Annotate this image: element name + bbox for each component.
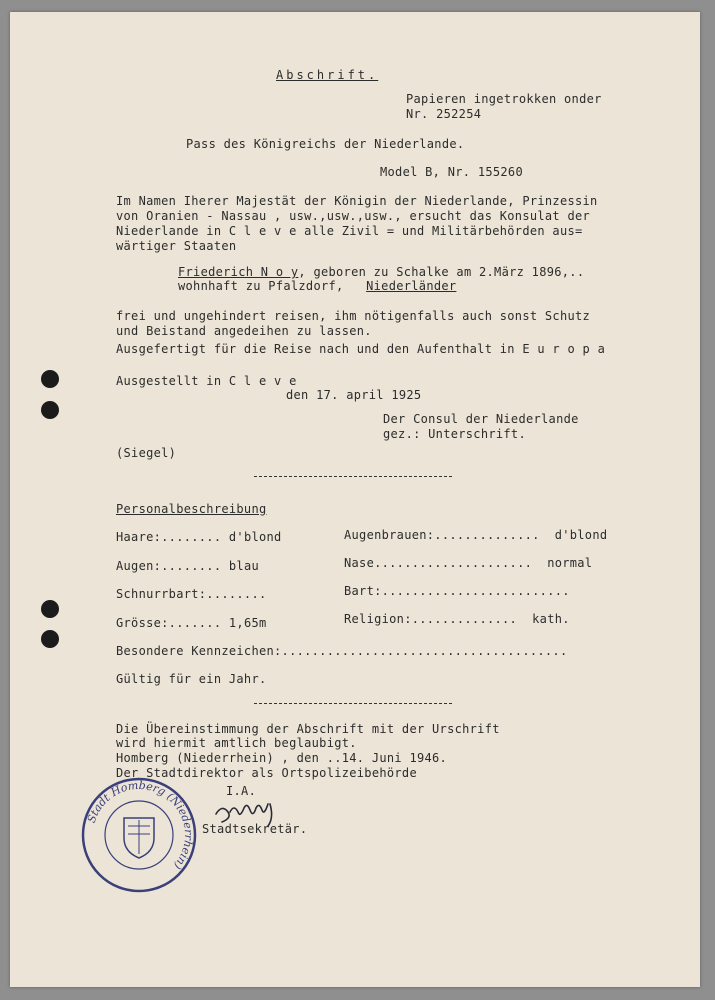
field-value: d'blond — [554, 528, 608, 542]
seal-note: (Siegel) — [116, 446, 177, 460]
holder-residence: wohnhaft zu Pfalzdorf, — [178, 279, 344, 293]
document-title: Abschrift. — [276, 68, 379, 82]
issued-for: Ausgefertigt für die Reise nach und den Aufenthalt in E u r o p a — [116, 342, 606, 356]
note-line-2: Nr. 252254 — [406, 107, 482, 121]
note-line-1: Papieren ingetrokken onder — [406, 92, 602, 106]
pass-heading: Pass des Königreichs der Niederlande. — [186, 137, 465, 151]
field-value: d'blond — [228, 530, 282, 544]
field-label: Augenbrauen:.............. — [344, 528, 540, 542]
request-line: frei und ungehindert reisen, ihm nötigenfalls auch sonst Schutz — [116, 309, 591, 323]
field-value: normal — [547, 556, 593, 570]
field-label: Haare:........ — [116, 530, 222, 544]
field-label: Augen:........ — [116, 559, 222, 573]
stamp-text: Stadt Homberg (Niederrhein) — [84, 778, 196, 872]
separator-rule — [254, 476, 452, 477]
intro-line: wärtiger Staaten — [116, 239, 237, 253]
issued-at: Ausgestellt in C l e v e — [116, 374, 297, 388]
personal-row — [344, 612, 570, 626]
cert-line: Die Übereinstimmung der Abschrift mit der Urschrift — [116, 722, 500, 736]
personal-row — [116, 616, 267, 630]
punch-hole — [41, 600, 59, 618]
field-label: Nase..................... — [344, 556, 533, 570]
validity: Gültig für ein Jahr. — [116, 672, 267, 686]
cert-line: wird hiermit amtlich beglaubigt. — [116, 736, 357, 750]
intro-line: Niederlande in C l e v e alle Zivil = und Militärbehörden aus= — [116, 224, 583, 238]
field-label: Grösse:....... — [116, 616, 222, 630]
intro-line: Im Namen Iherer Majestät der Königin der Niederlande, Prinzessin — [116, 194, 598, 208]
cert-line: Der Stadtdirektor als Ortspolizeibehörde — [116, 766, 417, 780]
field-label: Bart:......................... — [344, 584, 570, 598]
holder-residence-line — [178, 279, 456, 293]
cert-ia: I.A. — [226, 784, 257, 798]
personal-row — [116, 530, 282, 544]
official-stamp — [80, 776, 198, 894]
holder-birth: , geboren zu Schalke am 2.März 1896,.. — [298, 265, 585, 279]
personal-heading: Personalbeschreibung — [116, 502, 267, 516]
field-value: 1,65m — [228, 616, 267, 630]
cert-signatory: Stadtsekretär. — [202, 822, 308, 836]
holder-line — [178, 265, 584, 279]
personal-row — [116, 559, 259, 573]
holder-name: Friederich N o y — [178, 265, 299, 279]
consul-line-2: gez.: Unterschrift. — [383, 427, 526, 441]
personal-row — [344, 584, 570, 598]
punch-hole — [41, 630, 59, 648]
field-value: blau — [228, 559, 259, 573]
field-label: Schnurrbart:........ — [116, 587, 267, 601]
document-page — [10, 12, 700, 987]
cert-line: Homberg (Niederrhein) , den ..14. Juni 1946. — [116, 751, 448, 765]
punch-hole — [41, 401, 59, 419]
personal-row — [344, 528, 607, 542]
field-label: Religion:.............. — [344, 612, 518, 626]
punch-hole — [41, 370, 59, 388]
consul-line-1: Der Consul der Niederlande — [383, 412, 579, 426]
intro-line: von Oranien - Nassau , usw.,usw.,usw., ersucht das Konsulat der — [116, 209, 591, 223]
issued-date: den 17. april 1925 — [286, 388, 422, 402]
request-line: und Beistand angedeihen zu lassen. — [116, 324, 372, 338]
holder-nationality: Niederländer — [366, 279, 457, 293]
separator-rule — [254, 703, 452, 704]
personal-row — [344, 556, 592, 570]
handwritten-signature — [210, 792, 310, 832]
personal-row — [116, 587, 267, 601]
field-value: kath. — [532, 612, 570, 626]
special-marks: Besondere Kennzeichen:...................................... — [116, 644, 568, 658]
model-number: Model B, Nr. 155260 — [380, 165, 523, 179]
